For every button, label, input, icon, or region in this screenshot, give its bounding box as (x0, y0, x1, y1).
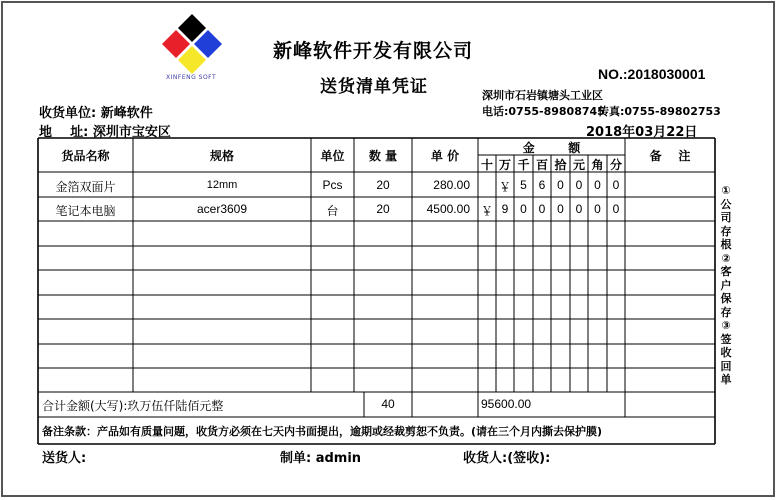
receiver-signature: 收货人:(签收): (463, 451, 551, 466)
table-row-2-price: 4500.00 (426, 202, 470, 216)
digit-header: 拾 (554, 158, 567, 172)
table-row-2-name: 笔记本电脑 (55, 204, 116, 218)
table-row-2-unit: 台 (326, 204, 339, 218)
table-row-2-digit: 0 (557, 202, 564, 216)
table-row-1-digit: 5 (520, 178, 527, 192)
table-row-1-digit: 0 (612, 178, 620, 192)
digit-header: 元 (572, 158, 585, 172)
table-row-1-name: 金箔双面片 (55, 180, 116, 194)
maker-signature: 制单: admin (280, 451, 362, 466)
digit-header: 角 (591, 158, 604, 172)
total-quantity: 40 (381, 397, 395, 411)
table-row-2-digit: ￥ (480, 204, 493, 218)
table-row-1-qty: 20 (376, 178, 390, 192)
table-row-2-spec: acer3609 (196, 202, 248, 216)
table-row-1-digit: ￥ (498, 180, 511, 194)
digit-header: 千 (517, 158, 530, 172)
document-title: 送货清单凭证 (320, 77, 428, 97)
sender-signature: 送货人: (42, 451, 87, 466)
table-row-1-digit: 6 (538, 178, 546, 192)
header-unit: 单位 (320, 149, 345, 163)
table-row-2-digit: 9 (501, 202, 509, 216)
header-remark: 备 注 (649, 149, 691, 163)
table-row-2-digit: 0 (612, 202, 620, 216)
header-product-name: 货品名称 (61, 149, 110, 163)
company-address: 深圳市石岩镇塘头工业区 (482, 89, 603, 102)
table-row-2-digit: 0 (538, 202, 546, 216)
table-row-2-qty: 20 (376, 202, 390, 216)
header-price: 单 价 (430, 149, 460, 163)
copy-distribution-note: ①公司存根②客户保存③签收回单 (720, 184, 732, 386)
remark-clause: 备注条款：产品如有质量问题，收货方必须在七天内书面提出，逾期或经裁剪恕不负责。(请在三个月内撕去保护膜) (42, 425, 603, 438)
receiver-address: 地 址: 深圳市宝安区 (39, 125, 171, 140)
table-row-1-price: 280.00 (433, 178, 470, 192)
document-number: NO.:2018030001 (598, 66, 706, 82)
document-date: 2018年03月22日 (586, 125, 698, 140)
table-row-1-digit: 0 (594, 178, 601, 192)
total-amount: 95600.00 (481, 397, 532, 411)
table-row-1-digit: 0 (575, 178, 583, 192)
header-spec: 规格 (209, 149, 234, 163)
receiver-unit: 收货单位: 新峰软件 (39, 106, 153, 121)
company-fax: 传真:0755-89802753 (598, 105, 721, 118)
digit-header: 十 (480, 158, 493, 172)
table-row-2-digit: 0 (520, 202, 527, 216)
table-row-1-spec: 12mm (206, 179, 238, 191)
logo-caption: XINFENG SOFT (166, 74, 217, 81)
table-row-1-unit: Pcs (322, 178, 343, 192)
digit-header: 万 (498, 158, 511, 172)
table-row-2-digit: 0 (575, 202, 583, 216)
header-quantity: 数 量 (368, 149, 398, 163)
company-phone: 电话:0755-89808745 (482, 105, 605, 118)
table-row-2-digit: 0 (594, 202, 601, 216)
header-amount: 金 额 (522, 141, 581, 155)
digit-header: 分 (609, 158, 622, 172)
digit-header: 百 (535, 158, 548, 172)
table-row-1-digit: 0 (557, 178, 564, 192)
company-name: 新峰软件开发有限公司 (273, 40, 474, 62)
total-amount-words: 合计金额(大写):玖万伍仟陆佰元整 (42, 399, 224, 413)
